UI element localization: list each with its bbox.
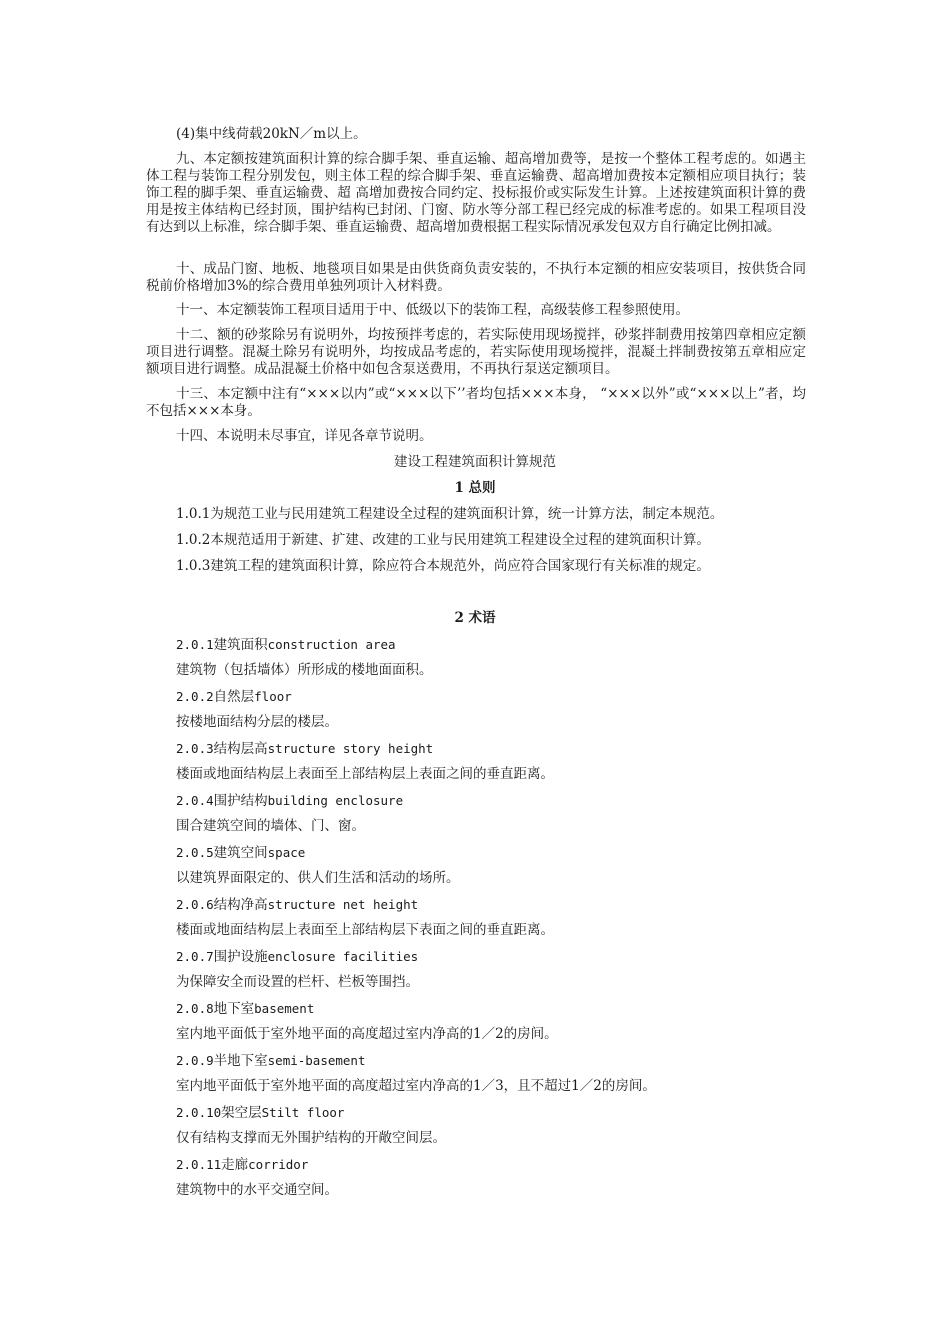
- paragraph-14: 十四、本说明未尽事宜，详见各章节说明。: [176, 428, 433, 444]
- term-heading: 2.0.10架空层Stilt floor: [176, 1105, 345, 1121]
- term-heading: 2.0.4围护结构building enclosure: [176, 793, 404, 809]
- clause-1-0-1: 1.0.1为规范工业与民用建筑工程建设全过程的建筑面积计算，统一计算方法，制定本规范。: [176, 506, 724, 522]
- term-heading: 2.0.6结构净高structure net height: [176, 897, 419, 913]
- paragraph-13: 十三、本定额中注有“×××以内”或“×××以下’’者均包括×××本身， “×××以外”或“×××以上”者，均不包括×××本身。: [146, 386, 806, 419]
- term-heading: 2.0.9半地下室semi-basement: [176, 1053, 366, 1069]
- paragraph-10: 十、成品门窗、地板、地毯项目如果是由供货商负责安装的，不执行本定额的相应安装项目，按供货合同税前价格增加3%的综合费用单独列项计入材料费。: [146, 261, 806, 294]
- term-heading: 2.0.8地下室basement: [176, 1001, 315, 1017]
- term-heading: 2.0.11走廊corridor: [176, 1157, 309, 1173]
- term-definition: 建筑物中的水平交通空间。: [176, 1182, 338, 1198]
- term-definition: 围合建筑空间的墙体、门、窗。: [176, 818, 365, 834]
- term-definition: 建筑物（包括墙体）所形成的楼地面面积。: [176, 662, 433, 678]
- term-definition: 楼面或地面结构层上表面至上部结构层下表面之间的垂直距离。: [176, 922, 554, 938]
- term-definition: 以建筑界面限定的、供人们生活和活动的场所。: [176, 870, 460, 886]
- term-definition: 仅有结构支撑而无外围护结构的开敞空间层。: [176, 1130, 446, 1146]
- term-heading: 2.0.2自然层floor: [176, 689, 292, 705]
- spec-title: 建设工程建筑面积计算规范: [394, 454, 556, 470]
- clause-1-0-2: 1.0.2本规范适用于新建、扩建、改建的工业与民用建筑工程建设全过程的建筑面积计算。: [176, 532, 710, 548]
- term-heading: 2.0.3结构层高structure story height: [176, 741, 434, 757]
- paragraph-12: 十二、额的砂浆除另有说明外，均按预拌考虑的，若实际使用现场搅拌，砂浆拌制费用按第四章相应定额项目进行调整。混凝土除另有说明外，均按成品考虑的，若实际使用现场搅拌，混凝土拌制费按第五章相应定额项目进行调整。成品混凝土价格中如包含泵送费用，不再执行泵送定额项目。: [146, 327, 806, 377]
- paragraph-11: 十一、本定额装饰工程项目适用于中、低级以下的装饰工程，高级装修工程参照使用。: [176, 302, 689, 318]
- term-heading: 2.0.1建筑面积construction area: [176, 637, 396, 653]
- term-heading: 2.0.5建筑空间space: [176, 845, 306, 861]
- section-1-heading: 1 总则: [454, 480, 496, 496]
- clause-1-0-3: 1.0.3建筑工程的建筑面积计算，除应符合本规范外，尚应符合国家现行有关标准的规定。: [176, 558, 710, 574]
- term-heading: 2.0.7围护设施enclosure facilities: [176, 949, 419, 965]
- term-definition: 为保障安全而设置的栏杆、栏板等围挡。: [176, 974, 419, 990]
- term-definition: 按楼地面结构分层的楼层。: [176, 714, 338, 730]
- paragraph-9: 九、本定额按建筑面积计算的综合脚手架、垂直运输、超高增加费等，是按一个整体工程考虑的。如遇主体工程与装饰工程分别发包，则主体工程的综合脚手架、垂直运输费、超高增加费按本定额相应项目执行；装饰工程的脚手架、垂直运输费、超 高增加费按合同约定、投标报价或实际发生计算。上述按建筑面积计算的费用是按主体结构已经封顶，围护结构已封闭、门窗、防水等分部工程已经完成的标准考虑的。如果工程项目没有达到以上标准，综合脚手架、垂直运输费、超高增加费根据工程实际情况承发包双方自行确定比例扣减。: [146, 151, 806, 235]
- term-definition: 室内地平面低于室外地平面的高度超过室内净高的1／3，且不超过1／2的房间。: [176, 1078, 656, 1094]
- term-definition: 楼面或地面结构层上表面至上部结构层上表面之间的垂直距离。: [176, 766, 554, 782]
- term-definition: 室内地平面低于室外地平面的高度超过室内净高的1／2的房间。: [176, 1026, 558, 1042]
- section-2-heading: 2 术语: [454, 610, 496, 626]
- item-4: (4)集中线荷载20kN／m以上。: [176, 126, 367, 142]
